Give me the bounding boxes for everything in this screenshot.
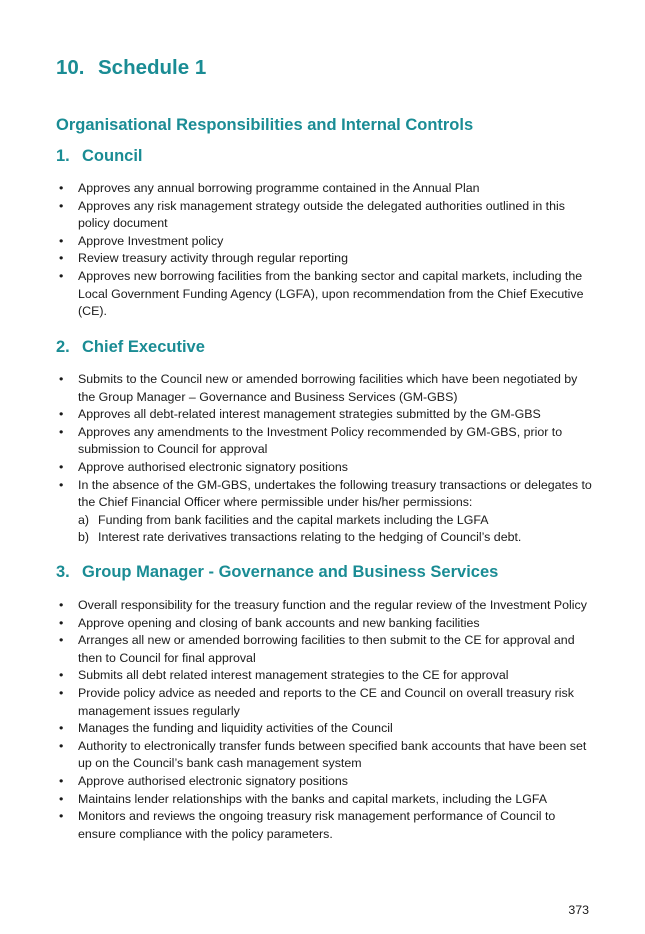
section-title: Council <box>82 147 143 165</box>
bullet-icon: • <box>59 668 64 683</box>
bullet-icon: • <box>59 372 64 386</box>
list-item-text: Approves all debt-related interest management strategies submitted by the GM-GBS <box>78 407 541 422</box>
section-heading-chief-executive <box>56 338 205 357</box>
bullet-icon: • <box>59 685 64 700</box>
section-number: 2. <box>56 338 70 356</box>
list-item-text: In the absence of the GM-GBS, undertakes the following treasury transactions or delegates to the Chief Financial Officer where permissible under his/her permissions: <box>78 477 592 510</box>
list-item <box>56 180 596 198</box>
list-item <box>56 808 596 843</box>
list-item-text: Approve authorised electronic signatory positions <box>78 459 348 474</box>
list-item-text: Maintains lender relationships with the banks and capital markets, including the LGFA <box>78 791 548 806</box>
list-item <box>56 371 596 406</box>
list-item <box>56 632 596 667</box>
list-item <box>56 250 596 268</box>
list-item-text: Manages the funding and liquidity activities of the Council <box>78 721 393 736</box>
list-item-text: Approves any annual borrowing programme contained in the Annual Plan <box>78 181 480 195</box>
bullet-icon: • <box>59 407 64 422</box>
page-number: 373 <box>568 903 589 917</box>
list-item <box>56 615 596 633</box>
bullet-icon: • <box>59 738 64 753</box>
council-list <box>56 180 596 321</box>
list-item <box>56 791 596 809</box>
list-item <box>56 268 596 321</box>
list-item-text: Authority to electronically transfer funds between specified bank accounts that have been set up on the Council’s bank cash management system <box>78 738 587 771</box>
list-item-text: Arranges all new or amended borrowing facilities to then submit to the CE for approval and then to Council for final approval <box>78 633 575 665</box>
bullet-icon: • <box>59 791 64 806</box>
list-item <box>56 406 596 424</box>
list-item <box>56 424 596 459</box>
list-item-text: Approve Investment policy <box>78 233 224 248</box>
section-heading-group-manager <box>56 563 498 582</box>
list-item-text: Approve opening and closing of bank accounts and new banking facilities <box>78 615 480 630</box>
bullet-icon: • <box>59 251 64 266</box>
section-title: Chief Executive <box>82 338 205 356</box>
page-title-text: Schedule 1 <box>98 56 207 79</box>
list-item-text: Submits all debt related interest management strategies to the CE for approval <box>78 668 509 683</box>
list-item-text: Monitors and reviews the ongoing treasury risk management performance of Council to ensure compliance with the policy parameters. <box>78 809 556 841</box>
list-item-text: Provide policy advice as needed and reports to the CE and Council on overall treasury risk management issues regularly <box>78 685 574 718</box>
list-item-text: Approves any risk management strategy outside the delegated authorities outlined in this policy document <box>78 198 565 231</box>
sub-list-item <box>78 529 596 547</box>
bullet-icon: • <box>59 773 64 788</box>
sub-list-item-text: Funding from bank facilities and the capital markets including the LGFA <box>98 512 489 527</box>
bullet-icon: • <box>59 633 64 648</box>
list-item-text: Review treasury activity through regular reporting <box>78 251 348 266</box>
list-item-text: Submits to the Council new or amended borrowing facilities which have been negotiated by the Group Manager – Governance and Business Services (GM-GBS) <box>78 372 578 404</box>
sub-list-marker: b) <box>78 530 90 545</box>
section-number: 3. <box>56 563 70 581</box>
sub-list-item <box>78 512 596 530</box>
list-item <box>56 773 596 791</box>
list-item-text: Approves new borrowing facilities from the banking sector and capital markets, including the Local Government Funding Agency (LGFA), upon recommendation from the Chief Executive (CE). <box>78 268 584 319</box>
chief-executive-list <box>56 371 596 547</box>
bullet-icon: • <box>59 198 64 213</box>
list-item <box>56 198 596 233</box>
section-title: Group Manager - Governance and Business Services <box>82 563 499 581</box>
bullet-icon: • <box>59 424 64 439</box>
list-item <box>56 738 596 773</box>
sub-list-item-text: Interest rate derivatives transactions relating to the hedging of Council’s debt. <box>98 530 522 545</box>
sub-list-marker: a) <box>78 512 90 527</box>
list-item <box>56 477 596 547</box>
list-item-text: Overall responsibility for the treasury function and the regular review of the Investment Policy <box>78 598 587 612</box>
bullet-icon: • <box>59 233 64 248</box>
list-item <box>56 459 596 477</box>
bullet-icon: • <box>59 721 64 736</box>
list-item <box>56 685 596 720</box>
group-manager-list <box>56 597 596 843</box>
sub-list <box>78 512 596 547</box>
list-item-text: Approve authorised electronic signatory positions <box>78 773 348 788</box>
page-title <box>56 56 206 80</box>
bullet-icon: • <box>59 809 64 824</box>
list-item <box>56 720 596 738</box>
section-subheading: Organisational Responsibilities and Internal Controls <box>56 116 474 134</box>
list-item <box>56 597 596 615</box>
bullet-icon: • <box>59 598 64 612</box>
section-heading-council <box>56 147 143 166</box>
section-number: 1. <box>56 147 70 165</box>
list-item <box>56 667 596 685</box>
bullet-icon: • <box>59 477 64 492</box>
bullet-icon: • <box>59 615 64 630</box>
list-item-text: Approves any amendments to the Investment Policy recommended by GM-GBS, prior to submission to Council for approval <box>78 424 563 457</box>
page-title-number: 10. <box>56 56 85 79</box>
list-item <box>56 233 596 251</box>
bullet-icon: • <box>59 459 64 474</box>
bullet-icon: • <box>59 181 64 195</box>
bullet-icon: • <box>59 268 64 283</box>
